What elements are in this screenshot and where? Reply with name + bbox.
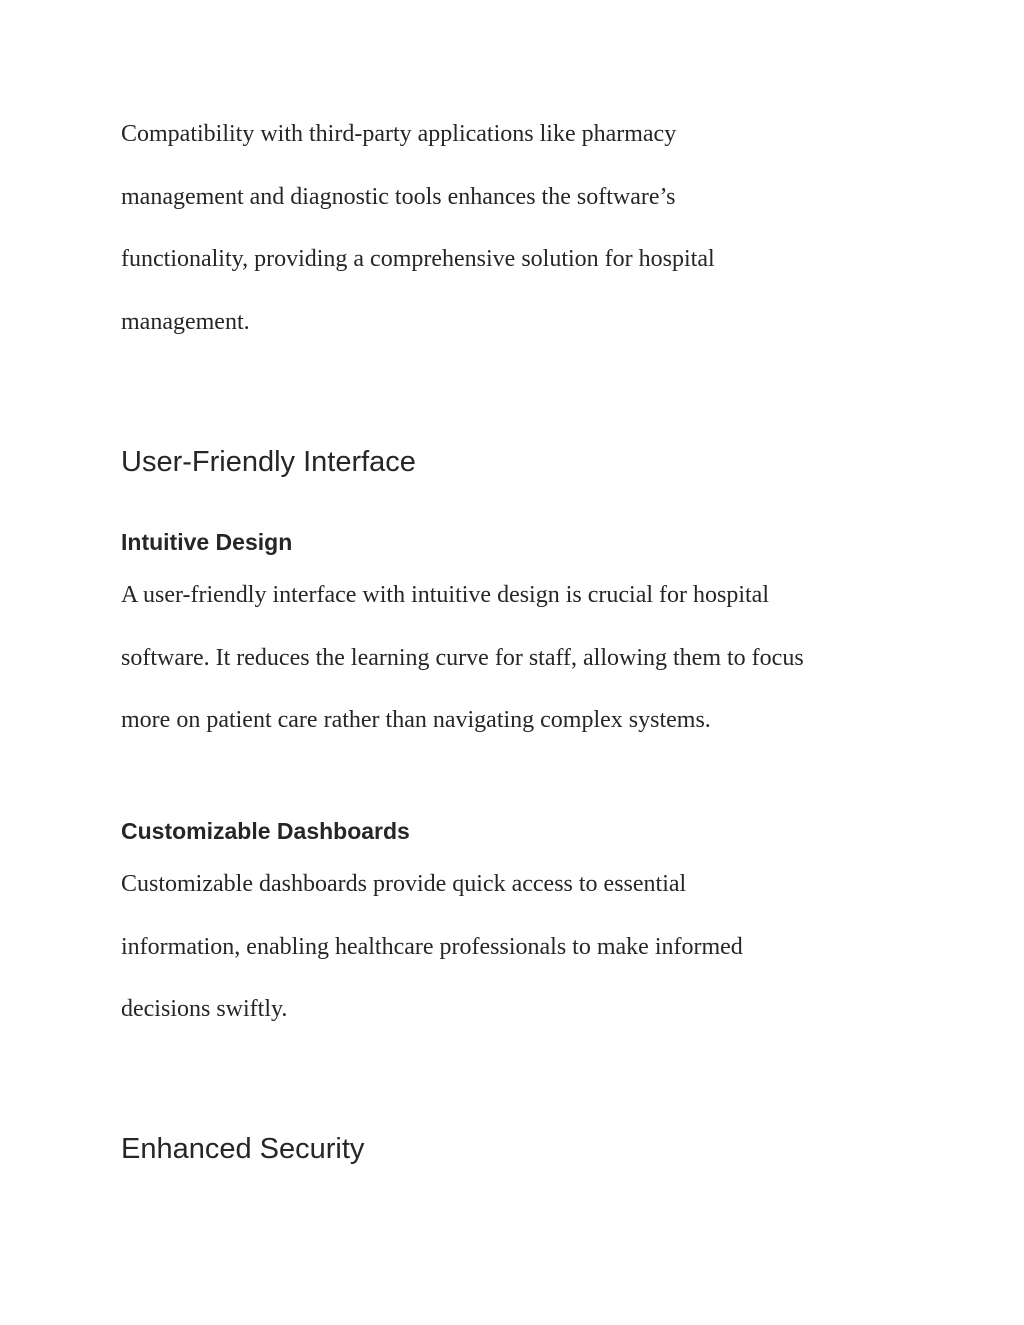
- paragraph-line: decisions swiftly.: [121, 996, 288, 1022]
- paragraph-line: Customizable dashboards provide quick access to essential: [121, 871, 687, 897]
- subheading-customizable-dashboards: Customizable Dashboards: [121, 818, 410, 844]
- paragraph-line: more on patient care rather than navigating complex systems.: [121, 707, 711, 733]
- heading-enhanced-security: Enhanced Security: [121, 1133, 365, 1165]
- heading-user-friendly-interface: User-Friendly Interface: [121, 446, 416, 478]
- paragraph-line: information, enabling healthcare professionals to make informed: [121, 934, 743, 960]
- paragraph-line: functionality, providing a comprehensive solution for hospital: [121, 246, 715, 272]
- paragraph-line: A user-friendly interface with intuitive design is crucial for hospital: [121, 582, 769, 608]
- paragraph-line: Compatibility with third-party applications like pharmacy: [121, 121, 677, 147]
- paragraph-line: management.: [121, 309, 250, 335]
- paragraph-line: software. It reduces the learning curve for staff, allowing them to focus: [121, 645, 804, 671]
- subheading-intuitive-design: Intuitive Design: [121, 529, 293, 555]
- paragraph-line: management and diagnostic tools enhances the software’s: [121, 184, 676, 210]
